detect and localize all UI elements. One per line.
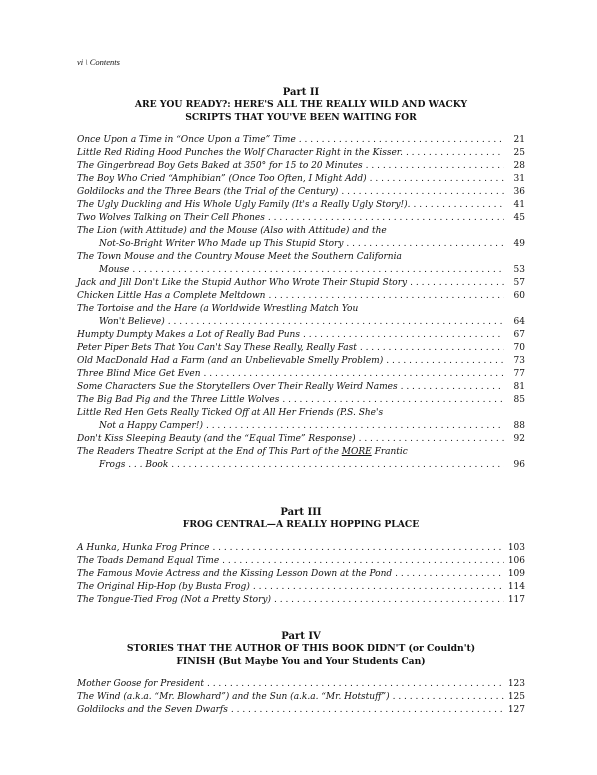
part-title <box>77 643 525 668</box>
toc-entry[interactable] <box>77 290 525 303</box>
entry-title: Frogs . . . Book <box>99 460 169 470</box>
toc-list <box>77 678 525 717</box>
toc-entry[interactable] <box>77 303 525 329</box>
part-label: Part II <box>282 87 320 98</box>
part-title-line: ARE YOU READY?: HERE'S ALL THE REALLY WILD AND WACKY <box>134 99 468 110</box>
page-number: 31 <box>513 174 525 184</box>
page-number: 77 <box>513 369 525 379</box>
page-number: 25 <box>513 148 525 158</box>
entry-title-part: Frantic <box>371 447 408 457</box>
toc-entry[interactable] <box>77 678 525 691</box>
entry-title: Mouse <box>99 265 130 275</box>
dot-leader <box>366 160 504 173</box>
page-number: 123 <box>507 679 525 689</box>
page-number: 41 <box>513 200 525 210</box>
toc-entry[interactable] <box>77 594 525 607</box>
toc-entry[interactable] <box>77 433 525 446</box>
entry-title: Peter Piper Bets That You Can't Say These Really, Really Fast <box>77 343 357 353</box>
dot-leader <box>253 581 504 594</box>
dot-leader <box>212 542 504 555</box>
entry-title-line: The Tortoise and the Hare (a Worldwide Wrestling Match You <box>77 304 359 314</box>
entry-title-line: The Lion (with Attitude) and the Mouse (Also with Attitude) and the <box>77 226 387 236</box>
dot-leader <box>360 342 504 355</box>
dot-leader <box>341 186 504 199</box>
entry-title: The Tongue-Tied Frog (Not a Pretty Story) <box>77 594 271 605</box>
dot-leader <box>359 433 504 446</box>
entry-title: The Toads Demand Equal Time <box>77 555 220 566</box>
entry-title: Humpty Dumpty Makes a Lot of Really Bad Puns <box>77 330 300 340</box>
entry-title: Three Blind Mice Get Even <box>77 369 201 379</box>
dot-leader <box>414 199 504 212</box>
toc-entry[interactable] <box>77 446 525 472</box>
toc-entry[interactable] <box>77 342 525 355</box>
page-number: 45 <box>513 213 525 223</box>
toc-entry[interactable] <box>77 581 525 594</box>
toc-entry[interactable] <box>77 691 525 704</box>
page-number: 21 <box>513 135 525 145</box>
page-number: 81 <box>513 382 525 392</box>
page-number: 106 <box>507 555 525 566</box>
toc-entry[interactable] <box>77 173 525 186</box>
toc-entry[interactable] <box>77 329 525 342</box>
dot-leader <box>268 290 504 303</box>
entry-title: Chicken Little Has a Complete Meltdown <box>77 291 266 301</box>
entry-title-line: Little Red Hen Gets Really Ticked Off at All Her Friends (P.S. She's <box>77 408 384 418</box>
toc-entry[interactable] <box>77 381 525 394</box>
entry-title: A Hunka, Hunka Frog Prince <box>77 542 210 553</box>
toc-entry[interactable] <box>77 251 525 277</box>
toc-entry[interactable] <box>77 394 525 407</box>
dot-leader <box>370 173 504 186</box>
part-title <box>77 519 525 532</box>
toc-entry[interactable] <box>77 160 525 173</box>
dot-leader <box>132 264 504 277</box>
running-head: vi \ Contents <box>77 57 120 67</box>
entry-title: Little Red Riding Hood Punches the Wolf Character Right in the Kisser. <box>77 148 403 158</box>
entry-title: The Famous Movie Actress and the Kissing Lesson Down at the Pond <box>77 568 393 579</box>
toc-entry[interactable] <box>77 368 525 381</box>
page-number: 64 <box>513 317 525 327</box>
part-iii-section <box>77 506 525 607</box>
page-number: 67 <box>513 330 525 340</box>
entry-title: Once Upon a Time in “Once Upon a Time” Time <box>77 135 296 145</box>
page-number: 96 <box>513 460 525 470</box>
dot-leader <box>206 420 504 433</box>
toc-entry[interactable] <box>77 199 525 212</box>
dot-leader <box>204 368 505 381</box>
toc-entry[interactable] <box>77 134 525 147</box>
toc-entry[interactable] <box>77 704 525 717</box>
toc-entry[interactable] <box>77 277 525 290</box>
toc-entry[interactable] <box>77 147 525 160</box>
entry-title: Goldilocks and the Three Bears (the Trial of the Century) <box>77 187 339 197</box>
entry-title: The Big Bad Pig and the Three Little Wolves <box>77 395 280 405</box>
page-number: 49 <box>513 239 525 249</box>
entry-title-part: The Readers Theatre Script at the End of This Part of the <box>77 447 342 457</box>
part-title-line: SCRIPTS THAT YOU'VE BEEN WAITING FOR <box>185 111 417 123</box>
toc-entry[interactable] <box>77 407 525 433</box>
toc-entry[interactable] <box>77 355 525 368</box>
entry-title: Won't Believe) <box>99 317 165 327</box>
dot-leader <box>171 459 504 472</box>
entry-title: Don't Kiss Sleeping Beauty (and the “Equal Time” Response) <box>77 434 356 444</box>
entry-title: Not-So-Bright Writer Who Made up This Stupid Story <box>99 239 344 249</box>
page-number: 92 <box>513 434 525 444</box>
dot-leader <box>401 381 504 394</box>
part-title-line: FROG CENTRAL—A REALLY HOPPING PLACE <box>182 519 420 530</box>
page-number: 127 <box>507 705 525 715</box>
page-number: 70 <box>513 343 525 353</box>
entry-title: Jack and Jill Don't Like the Stupid Author Who Wrote Their Stupid Story <box>77 278 408 288</box>
page-number: 109 <box>507 568 525 579</box>
page-number: 125 <box>507 692 525 702</box>
dot-leader <box>268 212 504 225</box>
dot-leader <box>393 691 504 704</box>
entry-title: Two Wolves Talking on Their Cell Phones <box>77 213 265 223</box>
dot-leader <box>299 134 504 147</box>
entry-title-line: The Town Mouse and the Country Mouse Meet the Southern California <box>77 252 402 262</box>
toc-entry[interactable] <box>77 212 525 225</box>
dot-leader <box>406 147 504 160</box>
toc-entry[interactable] <box>77 568 525 581</box>
dot-leader <box>410 277 504 290</box>
dot-leader <box>207 678 504 691</box>
part-title <box>77 99 525 124</box>
dot-leader <box>386 355 504 368</box>
part-title-line: FINISH (But Maybe You and Your Students Can) <box>176 655 426 667</box>
dot-leader <box>168 316 504 329</box>
page-number: 53 <box>513 265 525 275</box>
page-number: 36 <box>513 187 525 197</box>
entry-title: The Boy Who Cried “Amphibian” (Once Too Often, I Might Add) <box>77 174 367 184</box>
entry-title: Old MacDonald Had a Farm (and an Unbelievable Smelly Problem) <box>77 356 384 366</box>
page-number: 88 <box>513 421 525 431</box>
toc-entry[interactable] <box>77 225 525 251</box>
entry-title: Not a Happy Camper!) <box>99 421 203 431</box>
entry-title: The Ugly Duckling and His Whole Ugly Family (It's a Really Ugly Story!). <box>77 200 411 210</box>
entry-title-line <box>77 446 525 459</box>
page-number: 28 <box>513 161 525 171</box>
toc-entry[interactable] <box>77 542 525 555</box>
underlined-word: MORE <box>341 447 372 457</box>
dot-leader <box>346 238 504 251</box>
toc-list <box>77 134 525 472</box>
page-number: 73 <box>513 356 525 366</box>
part-iv-section <box>77 630 525 717</box>
dot-leader <box>222 555 504 568</box>
page-number: 114 <box>507 581 525 592</box>
page-number: 60 <box>513 291 525 301</box>
entry-title: Mother Goose for President <box>77 679 204 689</box>
page-number: 57 <box>513 278 525 288</box>
toc-entry[interactable] <box>77 186 525 199</box>
toc-list <box>77 542 525 607</box>
entry-title: The Wind (a.k.a. “Mr. Blowhard”) and the Sun (a.k.a. “Mr. Hotstuff”) <box>77 692 390 702</box>
part-label: Part IV <box>281 631 321 642</box>
dot-leader <box>395 568 504 581</box>
entry-title: Some Characters Sue the Storytellers Over Their Really Weird Names <box>77 382 398 392</box>
page-number: 117 <box>507 594 525 605</box>
entry-title: The Gingerbread Boy Gets Baked at 350° for 15 to 20 Minutes <box>77 161 363 171</box>
part-ii-section <box>77 86 525 472</box>
dot-leader <box>231 704 504 717</box>
page-number: 85 <box>513 395 525 405</box>
entry-title: The Original Hip-Hop (by Busta Frog) <box>77 581 250 592</box>
page-number: 103 <box>507 542 525 553</box>
part-label: Part III <box>280 507 322 518</box>
dot-leader <box>274 594 504 607</box>
toc-entry[interactable] <box>77 555 525 568</box>
entry-title: Goldilocks and the Seven Dwarfs <box>77 705 228 715</box>
dot-leader <box>282 394 504 407</box>
part-title-line: STORIES THAT THE AUTHOR OF THIS BOOK DIDN'T (or Couldn't) <box>126 643 476 654</box>
dot-leader <box>303 329 504 342</box>
